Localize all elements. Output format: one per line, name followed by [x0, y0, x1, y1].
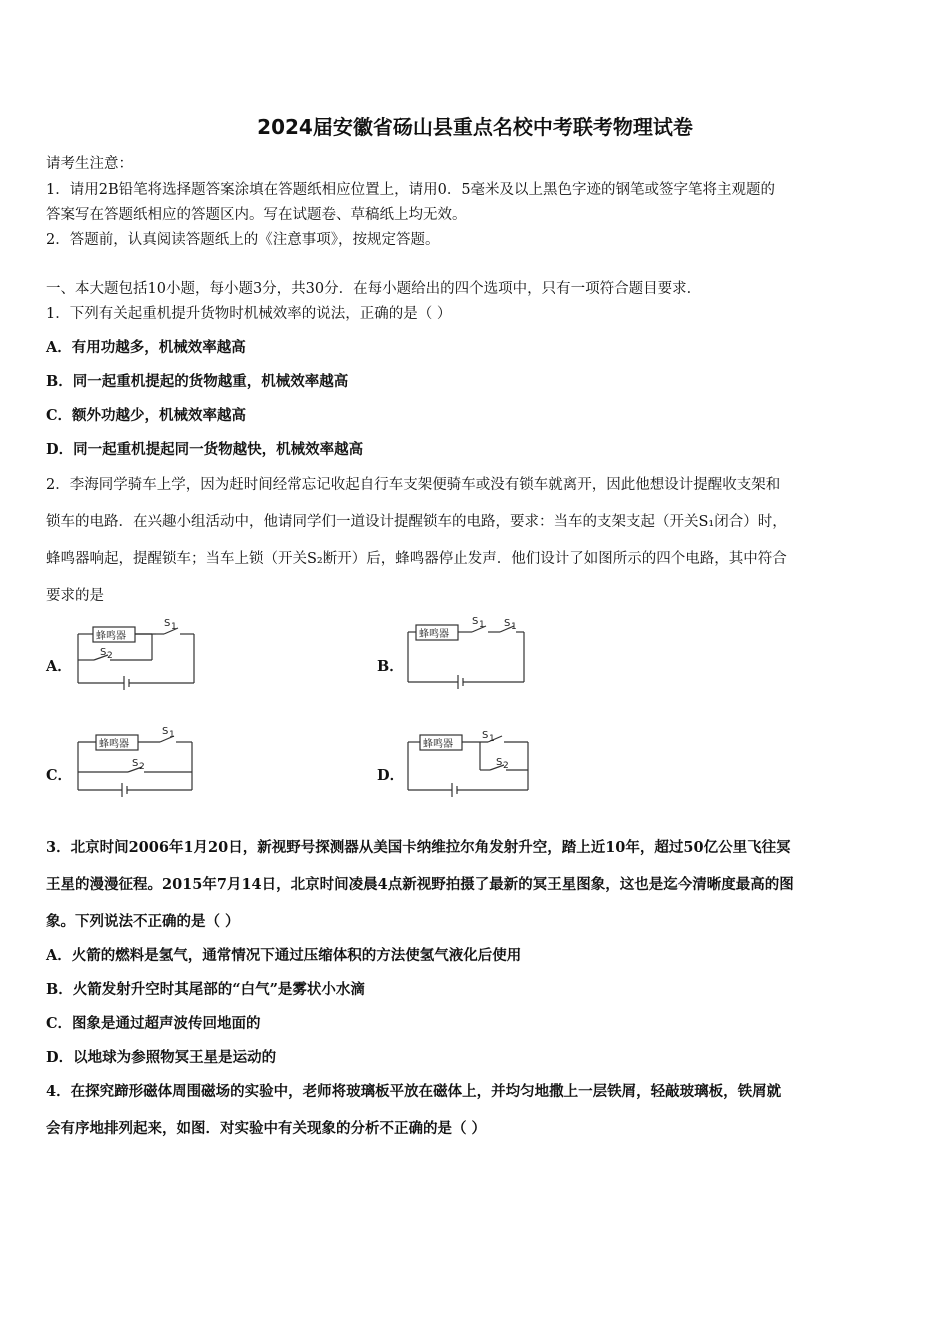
- q3-option-d: D．以地球为参照物冥王星是运动的: [46, 1049, 277, 1066]
- q3-line-1: 3．北京时间2006年1月20日，新视野号探测器从美国卡纳维拉尔角发射升空，踏上近10年，超过50亿公里飞往冥: [46, 839, 791, 856]
- svg-text:2: 2: [503, 761, 509, 771]
- q1-option-d: D．同一起重机提起同一货物越快，机械效率越高: [46, 441, 364, 458]
- svg-text:1: 1: [171, 622, 177, 632]
- q1-stem: 1．下列有关起重机提升货物时机械效率的说法，正确的是（ ）: [46, 306, 452, 322]
- circuit-c-diagram: [76, 726, 201, 801]
- q1-option-a: A．有用功越多，机械效率越高: [46, 339, 246, 356]
- section-1-heading: 一、本大题包括10小题，每小题3分，共30分．在每小题给出的四个选项中，只有一项符合题目要求．: [46, 281, 702, 297]
- q2-line-3: 蜂鸣器响起，提醒锁车；当车上锁（开关S₂断开）后，蜂鸣器停止发声．他们设计了如图所示的四个电路，其中符合: [46, 551, 787, 567]
- circuit-a-diagram: [76, 618, 201, 693]
- svg-text:S: S: [164, 618, 171, 629]
- notice-line-3: 2．答题前，认真阅读答题纸上的《注意事项》，按规定答题。: [46, 232, 440, 248]
- svg-text:1: 1: [489, 734, 495, 744]
- svg-text:蜂鸣器: 蜂鸣器: [419, 629, 449, 640]
- svg-text:S: S: [482, 730, 489, 741]
- q1-option-c: C．额外功越少，机械效率越高: [46, 407, 247, 424]
- circuit-d-diagram: [406, 726, 536, 801]
- q3-line-3: 象。下列说法不正确的是（ ）: [46, 913, 240, 930]
- q4-line-1: 4．在探究蹄形磁体周围磁场的实验中，老师将玻璃板平放在磁体上，并均匀地撒上一层铁屑，轻敲玻璃板，铁屑就: [46, 1083, 782, 1100]
- svg-text:蜂鸣器: 蜂鸣器: [99, 739, 129, 750]
- notice-heading: 请考生注意：: [46, 156, 133, 172]
- q3-option-a: A．火箭的燃料是氢气，通常情况下通过压缩体积的方法使氢气液化后使用: [46, 947, 522, 964]
- svg-text:1: 1: [479, 620, 485, 630]
- q1-option-b: B．同一起重机提起的货物越重，机械效率越高: [46, 373, 349, 390]
- svg-text:S: S: [496, 757, 503, 768]
- notice-line-2: 答案写在答题纸相应的答题区内。写在试题卷、草稿纸上均无效。: [46, 207, 467, 223]
- q3-option-b: B．火箭发射升空时其尾部的“白气”是雾状小水滴: [46, 981, 365, 998]
- q2-option-a-label: A．: [46, 658, 72, 675]
- svg-text:1: 1: [511, 622, 517, 632]
- svg-text:S: S: [472, 616, 479, 627]
- q2-line-2: 锁车的电路．在兴趣小组活动中，他请同学们一道设计提醒锁车的电路，要求：当车的支架支起（开关S₁闭合）时，: [46, 514, 787, 530]
- notice-line-1: 1．请用2B铅笔将选择题答案涂填在答题纸相应位置上，请用0．5毫米及以上黑色字迹的钢笔或签字笔将主观题的: [46, 182, 776, 198]
- svg-text:1: 1: [169, 730, 175, 740]
- q2-option-d-label: D．: [377, 767, 405, 784]
- svg-text:2: 2: [139, 762, 145, 772]
- svg-text:2: 2: [107, 651, 113, 661]
- svg-text:S: S: [100, 647, 107, 658]
- q3-line-2: 王星的漫漫征程。2015年7月14日，北京时间凌晨4点新视野拍摄了最新的冥王星图象，这也是迄今清晰度最高的图: [46, 876, 794, 893]
- page-title: 2024届安徽省砀山县重点名校中考联考物理试卷: [257, 115, 693, 139]
- q2-line-1: 2．李海同学骑车上学，因为赶时间经常忘记收起自行车支架便骑车或没有锁车就离开，因此他想设计提醒收支架和: [46, 477, 781, 493]
- svg-text:S: S: [132, 758, 139, 769]
- q2-option-b-label: B．: [377, 658, 404, 675]
- svg-text:蜂鸣器: 蜂鸣器: [423, 739, 453, 750]
- q2-line-4: 要求的是: [46, 588, 104, 604]
- svg-text:S: S: [162, 726, 169, 737]
- svg-text:S: S: [504, 618, 511, 629]
- q2-option-c-label: C．: [46, 767, 73, 784]
- q4-line-2: 会有序地排列起来，如图．对实验中有关现象的分析不正确的是（ ）: [46, 1120, 487, 1137]
- circuit-b-diagram: [406, 616, 531, 691]
- q3-option-c: C．图象是通过超声波传回地面的: [46, 1015, 261, 1032]
- buzzer-label: 蜂鸣器: [96, 631, 126, 642]
